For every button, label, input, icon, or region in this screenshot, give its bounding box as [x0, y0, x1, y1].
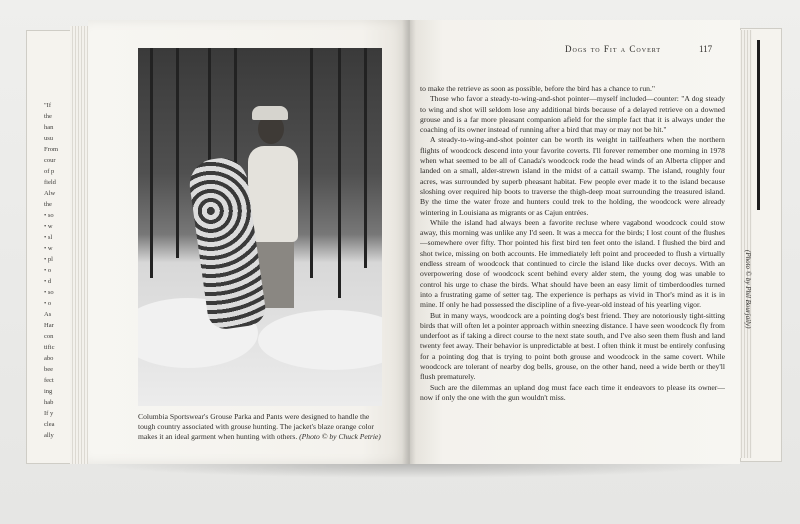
fragment-line: clea	[44, 421, 55, 428]
fragment-line: • o	[44, 300, 52, 307]
tree-trunk	[338, 48, 341, 298]
fragment-line: field	[44, 179, 56, 186]
paragraph: A steady-to-wing-and-shot pointer can be worth its weight in tailfeathers when the northern flights of woodcock descend into your favorite coverts. I'll forever remember one morning in 1978 when what seemed to be all of Canada's woodcock rode the head winds of an Alberta clipper and landed on a small, alder-strewn island in the midst of a cattail swamp. The island, roughly four acres, was surrounded by superb pheasant habitat. Few people ever made it to the island because sloshing over required hip boots to traverse the thigh-deep moat surrounding the treasured island. By the time the water froze and hunters could trek to the holding, the woodcock were already wintering in Louisiana as migrants or as Cajun entrées.	[420, 135, 725, 217]
fragment-line: • so	[44, 212, 54, 219]
fragment-line: • pl	[44, 256, 53, 263]
hunter-photo	[138, 48, 382, 406]
fragment-line: ally	[44, 432, 54, 439]
tree-trunk	[310, 48, 313, 278]
paragraph: Those who favor a steady-to-wing-and-shot pointer—myself included—counter: "A dog steady to wing and shot will seldom lose any additional birds because of a delayed retrieve on a downed grouse and is a far more pleasant companion afield for the simple fact that it is always under the coaching of its owner instead of running after a bird that may or may not be hit."	[420, 94, 725, 135]
fragment-line: • so	[44, 289, 54, 296]
fragment-line: From	[44, 146, 59, 153]
hunter-parka	[248, 146, 298, 242]
fragment-line: Alw	[44, 190, 56, 197]
fragment-line: con	[44, 333, 54, 340]
fragment-line: tific	[44, 344, 55, 351]
snow-drift	[258, 310, 382, 370]
fragment-line: the	[44, 113, 52, 120]
right-edge-photo-credit: (Photo © by Phil Bourjaily)	[744, 250, 752, 329]
fragment-line: • d	[44, 278, 52, 285]
caption-text: Columbia Sportswear's Grouse Parka and Pants were designed to handle the tough country associated with grouse hunting. The jacket's blaze orange color makes it an ideal garment when hunting with others.	[138, 412, 374, 441]
page-number: 117	[699, 44, 713, 54]
fragment-line: usu	[44, 135, 54, 142]
fragment-line: ing	[44, 388, 53, 395]
fragment-line: "If	[44, 102, 51, 109]
cover-edge-strip	[757, 40, 760, 210]
fragment-line: the	[44, 201, 52, 208]
tree-trunk	[364, 48, 367, 268]
fragment-line: fect	[44, 377, 54, 384]
fragment-line: If y	[44, 410, 54, 417]
fragment-line: of p	[44, 168, 55, 175]
fragment-line: hab	[44, 399, 54, 406]
paragraph: But in many ways, woodcock are a pointing dog's best friend. They are notoriously tight-sitting birds that will often let a pointer approach within sneezing distance. I have seen woodcock fly from underfoot as if taking a direct course to the next state south, and I've also seen them flush and land twenty feet away. Their behavior is unpredictable at best. I often think it must be entirely confusing for a pointing dog that is trying to point both grouse and woodcock in the same covert. While woodcock are tolerant of nearby dog bells, grouse, on the other hand, need a wide berth or they'll flush prematurely.	[420, 310, 725, 382]
fragment-line: • w	[44, 245, 53, 252]
fragment-line: As	[44, 311, 52, 318]
fragment-line: • o	[44, 267, 52, 274]
fragment-line: Har	[44, 322, 54, 329]
book-gutter	[402, 20, 416, 464]
caption-credit: (Photo © by Chuck Petrie)	[299, 432, 381, 441]
hunter-cap	[252, 106, 288, 120]
paragraph: While the island had always been a favorite recluse where vagabond woodcock could stow away, this morning was unlike any I'd seen. It was a mecca for the birds; I lost count of the flushes—somewhere over fifty. Thor pointed his first bird ten feet onto the island. I flushed the bird and shot twice, missing on both accounts. He immediately left point and proceeded to flush a virtually endless stream of woodcock that continued to circle the island like ducks over decoys. With an overpowering dose of woodcock scent behind every alder stem, the young dog was unable to control his urge to chase the birds. What should have been an easy limit of timberdoodles turned into a frustrating game of setter tag. The experience is perhaps as vivid in Thor's mind as it is in mine. If only he had possessed the discipline of a five-year-old instead of his yearling vigor.	[420, 217, 725, 310]
fragment-line: • sl	[44, 234, 53, 241]
photo-caption	[138, 412, 388, 442]
fragment-line: cour	[44, 157, 56, 164]
tree-trunk	[150, 48, 153, 278]
body-text	[420, 84, 725, 444]
back-page-fragment-text	[44, 100, 70, 440]
tree-trunk	[176, 48, 179, 258]
fragment-line: • w	[44, 223, 53, 230]
paragraph: Such are the dilemmas an upland dog must face each time it endeavors to please its owner—now if only the one with the gun wouldn't miss.	[420, 382, 725, 402]
fragment-line: han	[44, 124, 54, 131]
running-header: Dogs to Fit a Covert	[565, 44, 662, 54]
fragment-line: bee	[44, 366, 54, 373]
fragment-line: abo	[44, 355, 54, 362]
paragraph: to make the retrieve as soon as possible, before the bird has a chance to run."	[420, 84, 656, 93]
